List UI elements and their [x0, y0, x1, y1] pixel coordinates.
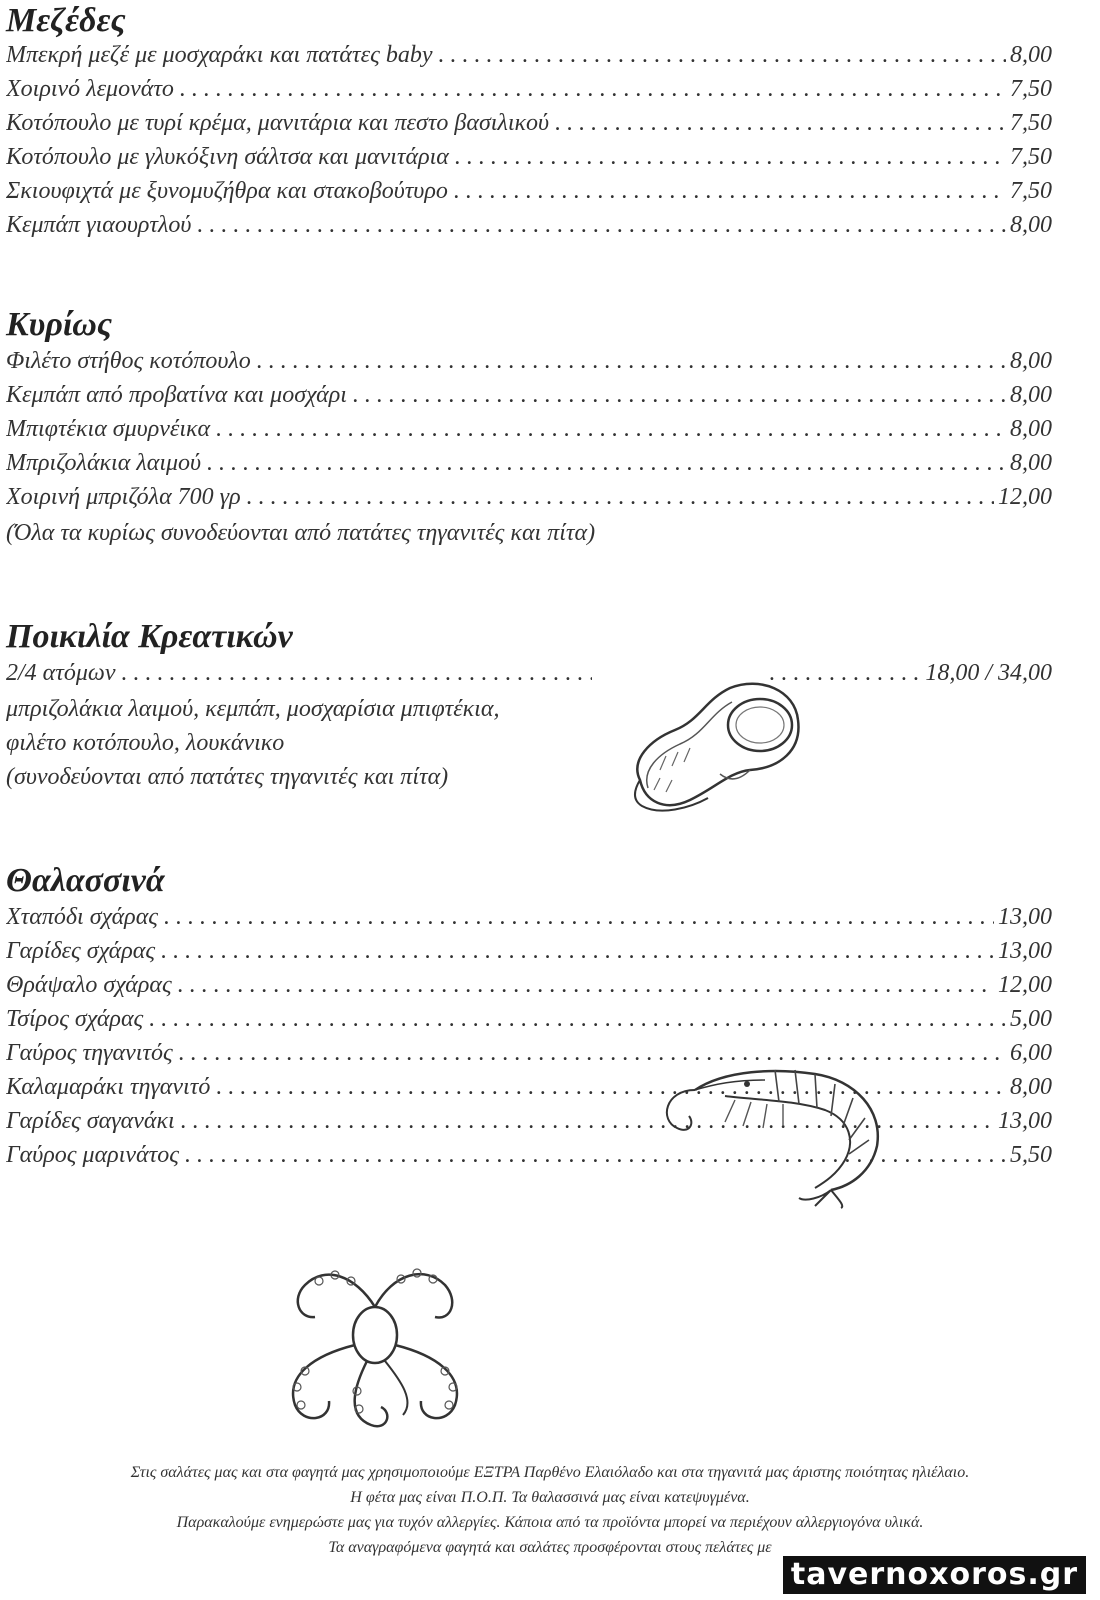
menu-item [6, 484, 1052, 518]
leader-dots [180, 76, 1006, 103]
menu-item [6, 972, 1052, 1006]
menu-item [6, 42, 1052, 76]
description-line: φιλέτο κοτόπουλο, λουκάνικο [6, 730, 285, 756]
item-price: 7,50 [1010, 178, 1052, 204]
item-name: Κεμπάπ γιαουρτλού [6, 212, 192, 238]
leader-dots [454, 178, 1006, 205]
item-name: 2/4 ατόμων [6, 660, 116, 686]
leader-dots [149, 1006, 1006, 1033]
leader-dots [178, 972, 994, 999]
menu-item [6, 348, 1052, 382]
item-price: 7,50 [1010, 144, 1052, 170]
item-price: 13,00 [998, 938, 1052, 964]
footer-line: Παρακαλούμε ενημερώστε μας για τυχόν αλλεργίες. Κάποια από τα προϊόντα μπορεί να περιέχουν αλλεργιογόνα υλικά. [176, 1514, 924, 1531]
menu-item [6, 660, 1052, 694]
item-name: Γαρίδες σαγανάκι [6, 1108, 175, 1134]
item-price: 6,00 [1010, 1040, 1052, 1066]
item-name: Μπριζολάκια λαιμού [6, 450, 202, 476]
footer-notes [0, 1460, 1100, 1560]
leader-dots [247, 484, 994, 511]
item-name: Γαρίδες σχάρας [6, 938, 156, 964]
leader-dots [161, 938, 994, 965]
item-name: Χταπόδι σχάρας [6, 904, 159, 930]
leader-dots [164, 904, 994, 931]
watermark: tavernoxoros.gr [783, 1556, 1086, 1594]
footer-line: Η φέτα μας είναι Π.Ο.Π. Τα θαλασσινά μας είναι κατεψυγμένα. [350, 1489, 750, 1506]
item-price: 8,00 [1010, 382, 1052, 408]
item-price: 8,00 [1010, 416, 1052, 442]
menu-item [6, 938, 1052, 972]
footer-line: Τα αναγραφόμενα φαγητά και σαλάτες προσφέρονται στους πελάτες με [328, 1539, 772, 1556]
item-price: 13,00 [998, 1108, 1052, 1134]
item-price: 13,00 [998, 904, 1052, 930]
footer-line: Στις σαλάτες μας και στα φαγητά μας χρησιμοποιούμε ΕΞΤΡΑ Παρθένο Ελαιόλαδο και στα τηγανιτά μας άριστης ποιότητας ηλιέλαιο. [130, 1464, 970, 1481]
leader-dots [438, 42, 1006, 69]
item-price: 7,50 [1010, 76, 1052, 102]
menu-item [6, 76, 1052, 110]
item-name: Χοιρινό λεμονάτο [6, 76, 174, 102]
item-price: 5,50 [1010, 1142, 1052, 1168]
description-line: (συνοδεύονται από πατάτες τηγανιτές και πίτα) [6, 764, 449, 790]
item-name: Γαύρος τηγανιτός [6, 1040, 173, 1066]
octopus-icon [275, 1255, 475, 1435]
section-title-poikilia: Ποικιλία Κρεατικών [6, 618, 293, 655]
item-name: Μπιφτέκια σμυρνέικα [6, 416, 211, 442]
menu-item [6, 904, 1052, 938]
item-name: Καλαμαράκι τηγανιτό [6, 1074, 211, 1100]
item-price: 8,00 [1010, 212, 1052, 238]
item-name: Κοτόπουλο με γλυκόξινη σάλτσα και μανιτάρια [6, 144, 449, 170]
item-price: 8,00 [1010, 450, 1052, 476]
item-name: Χοιρινή μπριζόλα 700 γρ [6, 484, 241, 510]
item-price: 5,00 [1010, 1006, 1052, 1032]
leader-dots [197, 212, 1006, 239]
item-name: Κεμπάπ από προβατίνα και μοσχάρι [6, 382, 347, 408]
item-price: 7,50 [1010, 110, 1052, 136]
leader-dots [455, 144, 1006, 171]
leader-dots [216, 416, 1006, 443]
menu-item [6, 144, 1052, 178]
menu-item [6, 1006, 1052, 1040]
item-name: Θράψαλο σχάρας [6, 972, 172, 998]
item-name: Μπεκρή μεζέ με μοσχαράκι και πατάτες baby [6, 42, 433, 68]
item-name: Τσίρος σχάρας [6, 1006, 144, 1032]
leader-dots [555, 110, 1006, 137]
menu-item [6, 110, 1052, 144]
menu-item [6, 212, 1052, 246]
menu-item [6, 382, 1052, 416]
section-title-mezedes: Μεζέδες [6, 2, 126, 39]
menu-item [6, 450, 1052, 484]
item-price: 8,00 [1010, 42, 1052, 68]
leader-dots [207, 450, 1006, 477]
item-name: Γαύρος μαρινάτος [6, 1142, 179, 1168]
item-name: Φιλέτο στήθος κοτόπουλο [6, 348, 251, 374]
section-title-kyrios: Κυρίως [6, 306, 113, 343]
item-price: 12,00 [998, 484, 1052, 510]
item-name: Κοτόπουλο με τυρί κρέμα, μανιτάρια και πεστο βασιλικού [6, 110, 550, 136]
menu-item [6, 416, 1052, 450]
menu-item [6, 178, 1052, 212]
meat-steak-icon [620, 670, 810, 830]
description-line: μπριζολάκια λαιμού, κεμπάπ, μοσχαρίσια μπιφτέκια, [6, 696, 500, 722]
item-price: 8,00 [1010, 348, 1052, 374]
item-price: 18,00 / 34,00 [925, 660, 1052, 686]
section-note: (Όλα τα κυρίως συνοδεύονται από πατάτες τηγανιτές και πίτα) [6, 520, 596, 546]
item-price: 8,00 [1010, 1074, 1052, 1100]
item-price: 12,00 [998, 972, 1052, 998]
shrimp-icon [655, 1050, 905, 1210]
item-name: Σκιουφιχτά με ξυνομυζήθρα και στακοβούτυρο [6, 178, 448, 204]
leader-dots [257, 348, 1006, 375]
section-title-thalassina: Θαλασσινά [6, 862, 165, 899]
leader-dots [353, 382, 1006, 409]
